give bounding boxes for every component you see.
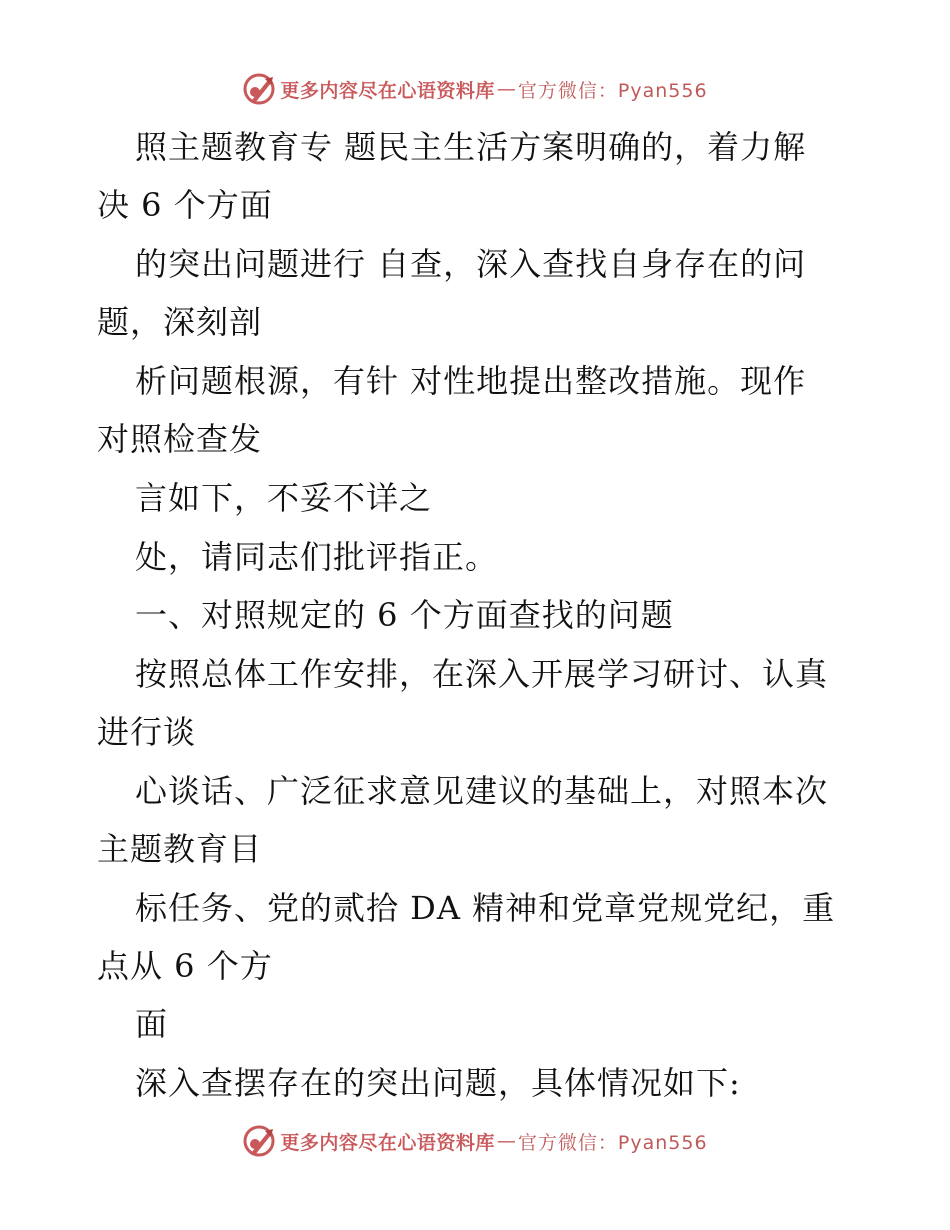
text-line: 主题教育目 <box>97 830 263 868</box>
text-line: 深入查摆存在的突出问题，具体情况如下: <box>135 1064 741 1102</box>
watermark-title: 更多内容尽在心语资料库 <box>280 79 495 102</box>
watermark-dash: — <box>496 1130 516 1152</box>
text-line: 标任务、党的贰拾 DA 精神和党章党规党纪，重 <box>135 889 836 927</box>
section-heading: 一、对照规定的 6 个方面查找的问题 <box>135 596 674 634</box>
text-line: 按照总体工作安排，在深入开展学习研讨、认真 <box>135 655 829 693</box>
watermark-title: 更多内容尽在心语资料库 <box>280 1131 495 1154</box>
text-line: 析问题根源，有针 对性地提出整改措施。现作 <box>135 362 807 400</box>
text-line: 题，深刻剖 <box>97 303 263 341</box>
watermark-wechat: 官方微信：Pyan556 <box>517 79 708 102</box>
text-line: 点从 6 个方 <box>97 947 273 985</box>
text-line: 照主题教育专 题民主生活方案明确的，着力解 <box>135 128 807 166</box>
text-line: 面 <box>135 1005 169 1043</box>
text-line: 处，请同志们批评指正。 <box>135 538 499 576</box>
text-line: 决 6 个方面 <box>97 186 273 224</box>
text-line: 进行谈 <box>97 713 197 751</box>
logo-icon <box>242 1124 276 1158</box>
text-line: 心谈话、广泛征求意见建议的基础上，对照本次 <box>135 772 829 810</box>
text-line: 对照检查发 <box>97 420 263 458</box>
text-line: 的突出问题进行 自查，深入查找自身存在的问 <box>135 245 807 283</box>
watermark-wechat: 官方微信：Pyan556 <box>517 1131 708 1154</box>
watermark-dash: — <box>496 78 516 100</box>
text-line: 言如下，不妥不详之 <box>135 479 433 517</box>
footer-watermark <box>0 1124 950 1158</box>
